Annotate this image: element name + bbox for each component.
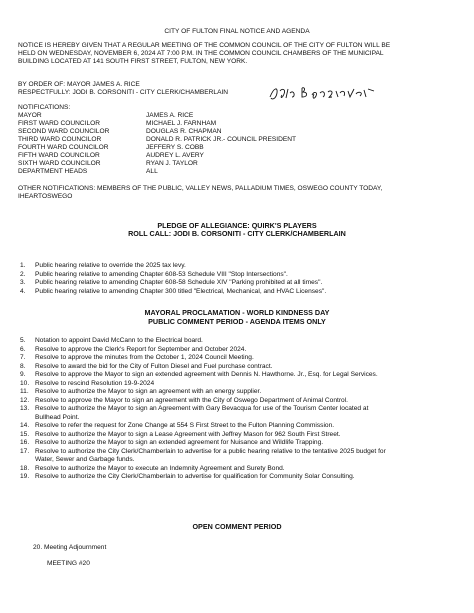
item-text: Resolve to authorize the Mayor to sign an agreement with an energy supplier.: [35, 388, 262, 395]
notification-role: SECOND WARD COUNCILOR: [18, 128, 110, 135]
agenda-item: [20, 473, 355, 480]
item-number: 1.: [20, 262, 26, 269]
agenda-item: [20, 431, 341, 438]
item-number: 13.: [20, 405, 30, 412]
item-text: Resolve to rescind Resolution 19-9-2024: [35, 379, 155, 387]
agenda-item: [20, 465, 285, 472]
notification-name: DOUGLAS R. CHAPMAN: [146, 128, 222, 135]
agenda-item: [20, 363, 273, 370]
notification-name: JAMES A. RICE: [146, 112, 194, 119]
item-text: Resolve to authorize the Mayor to execute an Indemnity Agreement and Surety Bond.: [35, 464, 285, 472]
notification-role: FIFTH WARD COUNCILOR: [18, 152, 100, 159]
roll-call-heading: ROLL CALL: JODI B. CORSONITI - CITY CLERK/CHAMBERLAIN: [128, 229, 346, 238]
item-number: 14.: [20, 422, 30, 429]
item-text: Resolve to refer the request for Zone Change at 554 S First Street to the Fulton Planning Commission.: [35, 422, 335, 429]
item-number: 8.: [20, 362, 26, 370]
agenda-item: [20, 380, 154, 387]
item-text: Resolve to authorize the City Clerk/Chamberlain to advertise for qualification for Community Solar Consulting.: [35, 473, 355, 480]
notification-role: THIRD WARD COUNCILOR: [18, 136, 102, 143]
open-comment-heading: OPEN COMMENT PERIOD: [192, 522, 282, 531]
agenda-item: [20, 397, 348, 404]
notification-name: DONALD R. PATRICK JR.- COUNCIL PRESIDENT: [146, 136, 297, 143]
agenda-item: [20, 346, 246, 353]
item-text: Resolve to award the bid for the City of Fulton Diesel and Fuel purchase contract.: [35, 362, 273, 370]
item-number: 2.: [20, 270, 26, 278]
notification-role: MAYOR: [18, 112, 42, 119]
notification-role: DEPARTMENT HEADS: [18, 168, 88, 175]
notice-line-1: NOTICE IS HEREBY GIVEN THAT A REGULAR MEETING OF THE COMMON COUNCIL OF THE CITY OF FULTON WILL BE: [18, 42, 391, 49]
pledge-heading: PLEDGE OF ALLEGIANCE: QUIRK'S PLAYERS: [157, 221, 317, 230]
hearing-item: [20, 288, 326, 295]
item-text: Public hearing relative to amending Chapter 300 titled "Electrical, Mechanical, and HVAC Licenses".: [35, 287, 327, 295]
public-comment-heading: PUBLIC COMMENT PERIOD - AGENDA ITEMS ONLY: [148, 317, 326, 326]
item-text: Resolve to authorize the Mayor to sign an Agreement with Gary Bevacqua for use of the Tourism Center located at: [35, 405, 369, 412]
agenda-item-continuation: Water, Sewer and Garbage funds.: [35, 456, 135, 463]
agenda-item: [20, 405, 368, 412]
other-notifications-line-2: IHEARTOSWEGO: [18, 193, 73, 200]
agenda-item: [20, 422, 334, 429]
other-notifications-line-1: OTHER NOTIFICATIONS: MEMBERS OF THE PUBLIC, VALLEY NEWS, PALLADIUM TIMES, OSWEGO COUNTY TODAY,: [18, 185, 383, 192]
notification-name: MICHAEL J. FARNHAM: [146, 120, 217, 127]
agenda-item: [20, 337, 203, 344]
notice-line-3: BUILDING LOCATED AT 141 SOUTH FIRST STREET, FULTON, NEW YORK.: [18, 58, 248, 65]
agenda-item: [20, 388, 261, 395]
agenda-item: [20, 439, 323, 446]
by-order-of: BY ORDER OF: MAYOR JAMES A. RICE: [18, 81, 140, 88]
item-text: Resolve to authorize the City Clerk/Chamberlain to advertise for a public hearing relative to the tentative 2025 budget for: [35, 447, 386, 455]
meeting-number: MEETING #20: [47, 560, 90, 567]
meeting-adjournment: 20. Meeting Adjournment: [33, 544, 107, 551]
notification-name: RYAN J. TAYLOR: [146, 160, 198, 167]
item-number: 7.: [20, 354, 26, 361]
notification-role: SIXTH WARD COUNCILOR: [18, 160, 101, 167]
proclamation-heading: MAYORAL PROCLAMATION - WORLD KINDNESS DAY: [144, 308, 330, 317]
item-text: Resolve to authorize the Mayor to sign an extended agreement for Nuisance and Wildlife Trapping.: [35, 439, 324, 446]
item-text: Resolve to authorize the Mayor to sign a Lease Agreement with Jeffrey Mason for 962 South First Street.: [35, 430, 341, 438]
item-number: 15.: [20, 430, 30, 438]
hearing-item: [20, 271, 288, 278]
notice-line-2: HELD ON WEDNESDAY, NOVEMBER 6, 2024 AT 7:00 P.M. IN THE COMMON COUNCIL CHAMBERS OF THE MUNICIPAL: [18, 50, 384, 57]
notification-name: ALL: [146, 168, 158, 175]
agenda-item: [20, 354, 254, 361]
item-number: 11.: [20, 388, 29, 395]
item-number: 18.: [20, 464, 30, 472]
item-text: Notation to appoint David McCann to the Electrical board.: [35, 337, 203, 344]
agenda-item: [20, 448, 386, 455]
item-text: Public hearing relative to override the 2025 tax levy.: [35, 262, 186, 269]
notification-role: FIRST WARD COUNCILOR: [18, 120, 101, 127]
item-number: 10.: [20, 379, 30, 387]
signature-image: [268, 85, 376, 101]
notification-role: FOURTH WARD COUNCILOR: [18, 144, 109, 151]
notification-name: JEFFERY S. COBB: [146, 144, 204, 151]
respectfully: RESPECTFULLY: JODI B. CORSONITI - CITY CLERK/CHAMBERLAIN: [18, 89, 229, 96]
item-text: Resolve to approve the Clerk's Report for September and October 2024.: [35, 345, 247, 353]
item-number: 16.: [20, 439, 30, 446]
item-number: 19.: [20, 473, 30, 480]
item-text: Public hearing relative to amending Chapter 608-58 Schedule XIV "Parking prohibited at all times".: [35, 279, 323, 286]
item-number: 6.: [20, 345, 26, 353]
notifications-heading: NOTIFICATIONS:: [18, 104, 71, 111]
hearing-item: [20, 262, 186, 269]
item-number: 3.: [20, 279, 26, 286]
agenda-item: [20, 371, 378, 378]
item-number: 4.: [20, 287, 26, 295]
item-number: 12.: [20, 396, 30, 404]
hearing-item: [20, 279, 322, 286]
document-title: CITY OF FULTON FINAL NOTICE AND AGENDA: [164, 28, 310, 35]
item-text: Public hearing relative to amending Chapter 608-53 Schedule VIII "Stop Intersections".: [35, 270, 288, 278]
item-text: Resolve to approve the minutes from the October 1, 2024 Council Meeting.: [35, 354, 254, 361]
item-number: 9.: [20, 371, 26, 378]
item-number: 17.: [20, 447, 30, 455]
item-text: Resolve to approve the Mayor to sign an extended agreement with Dennis N. Hawthorne. Jr., Esq. for Legal Services.: [35, 371, 378, 378]
item-text: Resolve to approve the Mayor to sign an agreement with the City of Oswego Department of Animal Control.: [35, 396, 348, 404]
item-number: 5.: [20, 337, 26, 344]
notification-name: AUDREY L. AVERY: [146, 152, 204, 159]
agenda-item-continuation: Bullhead Point.: [35, 413, 80, 421]
